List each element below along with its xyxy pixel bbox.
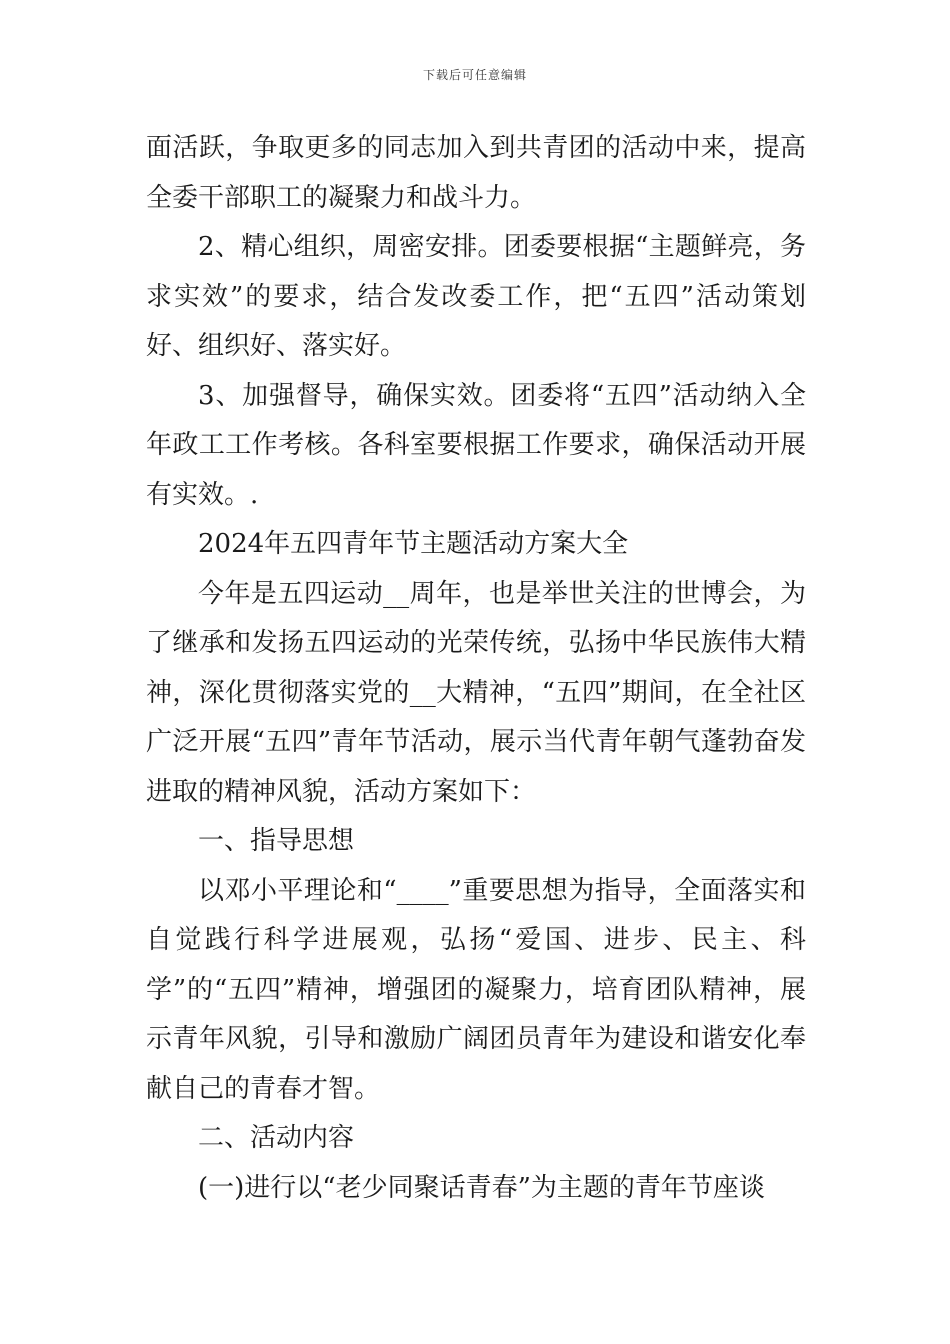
paragraph: 今年是五四运动__周年，也是举世关注的世博会，为了继承和发扬五四运动的光荣传统，弘扬中华民族伟大精神，深化贯彻落实党的__大精神，“五四”期间，在全社区广泛开展“五四”青年节活动，展示当代青年朝气蓬勃奋发进取的精神风貌，活动方案如下： <box>146 578 806 807</box>
paragraph: (一)进行以“老少同聚话青春”为主题的青年节座谈 <box>198 1172 765 1203</box>
header-note: 下载后可任意编辑 <box>422 68 527 82</box>
document-body <box>146 124 806 1213</box>
section-heading: 二、活动内容 <box>198 1123 355 1153</box>
paragraph: 面活跃，争取更多的同志加入到共青团的活动中来，提高全委干部职工的凝聚力和战斗力。 <box>146 133 806 213</box>
paragraph: 以邓小平理论和“____”重要思想为指导，全面落实和自觉践行科学进展观，弘扬“爱国、进步、民主、科学”的“五四”精神，增强团的凝聚力，培育团队精神，展示青年风貌，引导和激励广阔团员青年为建设和谐安化奉献自己的青春才智。 <box>146 875 806 1104</box>
section-title: 2024年五四青年节主题活动方案大全 <box>198 529 629 559</box>
section-heading: 一、指导思想 <box>198 826 355 856</box>
paragraph: 3、加强督导，确保实效。团委将“五四”活动纳入全年政工工作考核。各科室要根据工作要求，确保活动开展有实效。. <box>146 380 806 510</box>
paragraph: 2、精心组织，周密安排。团委要根据“主题鲜亮，务求实效”的要求，结合发改委工作，把“五四”活动策划好、组织好、落实好。 <box>146 232 806 361</box>
